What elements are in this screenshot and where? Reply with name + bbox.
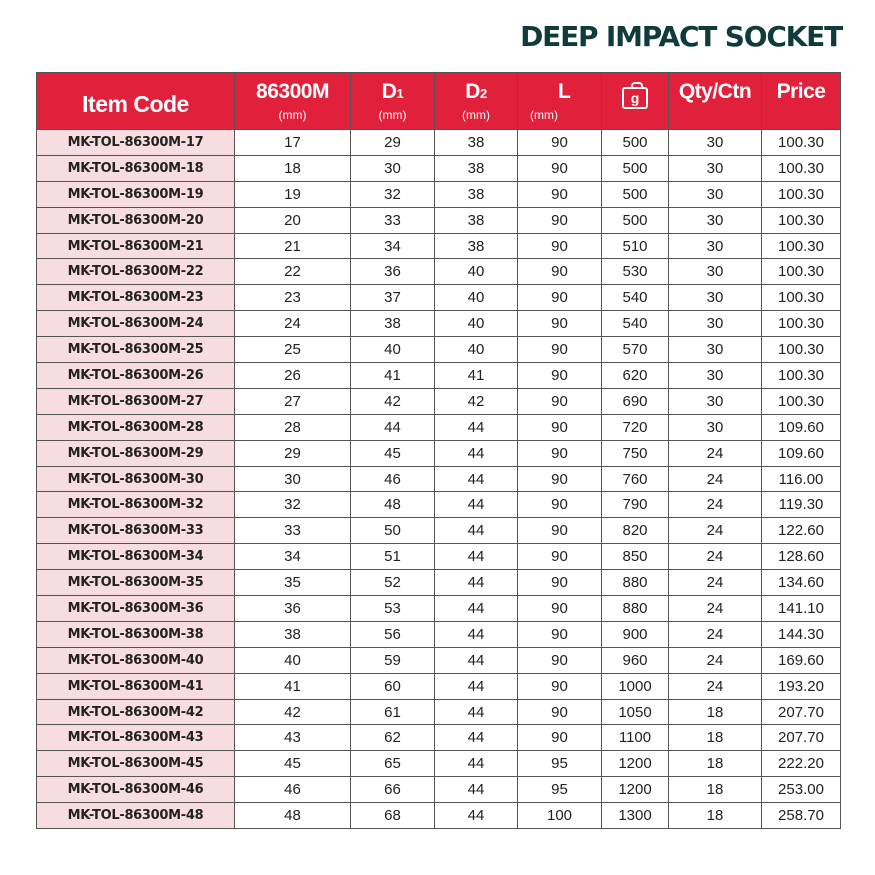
d1-cell: 36 xyxy=(351,259,435,285)
length-cell: 95 xyxy=(518,777,602,803)
size-cell: 41 xyxy=(235,673,351,699)
d1-cell: 68 xyxy=(351,803,435,829)
qty-cell: 24 xyxy=(669,647,762,673)
size-cell: 18 xyxy=(235,155,351,181)
code-cell: MK-TOL-86300M-35 xyxy=(37,570,235,596)
table-row xyxy=(37,803,841,829)
price-cell: 100.30 xyxy=(762,259,841,285)
weight-cell: 880 xyxy=(602,596,669,622)
table-row xyxy=(37,492,841,518)
header-d2: D2 (mm) xyxy=(435,73,518,130)
d2-cell: 44 xyxy=(435,466,518,492)
qty-cell: 30 xyxy=(669,207,762,233)
length-cell: 90 xyxy=(518,207,602,233)
code-cell: MK-TOL-86300M-26 xyxy=(37,363,235,389)
length-cell: 90 xyxy=(518,492,602,518)
length-cell: 90 xyxy=(518,259,602,285)
code-cell: MK-TOL-86300M-18 xyxy=(37,155,235,181)
weight-cell: 510 xyxy=(602,233,669,259)
code-cell: MK-TOL-86300M-29 xyxy=(37,440,235,466)
weight-cell: 1050 xyxy=(602,699,669,725)
size-cell: 48 xyxy=(235,803,351,829)
size-cell: 34 xyxy=(235,544,351,570)
qty-cell: 30 xyxy=(669,337,762,363)
table-row xyxy=(37,311,841,337)
table-row xyxy=(37,414,841,440)
code-cell: MK-TOL-86300M-45 xyxy=(37,751,235,777)
table-row xyxy=(37,518,841,544)
price-cell: 100.30 xyxy=(762,181,841,207)
d1-cell: 42 xyxy=(351,388,435,414)
weight-cell: 790 xyxy=(602,492,669,518)
code-cell: MK-TOL-86300M-48 xyxy=(37,803,235,829)
d1-cell: 30 xyxy=(351,155,435,181)
size-cell: 30 xyxy=(235,466,351,492)
table-row xyxy=(37,570,841,596)
weight-cell: 760 xyxy=(602,466,669,492)
weight-cell: 500 xyxy=(602,207,669,233)
length-cell: 90 xyxy=(518,233,602,259)
price-cell: 100.30 xyxy=(762,337,841,363)
d2-cell: 44 xyxy=(435,596,518,622)
size-cell: 36 xyxy=(235,596,351,622)
price-cell: 141.10 xyxy=(762,596,841,622)
table-header-row xyxy=(37,73,841,130)
header-d1: D1 (mm) xyxy=(351,73,435,130)
weight-cell: 690 xyxy=(602,388,669,414)
length-cell: 90 xyxy=(518,130,602,156)
weight-cell: 540 xyxy=(602,285,669,311)
length-cell: 90 xyxy=(518,155,602,181)
d1-cell: 61 xyxy=(351,699,435,725)
header-length: L (mm) xyxy=(518,73,602,130)
size-cell: 27 xyxy=(235,388,351,414)
price-cell: 258.70 xyxy=(762,803,841,829)
qty-cell: 18 xyxy=(669,751,762,777)
price-cell: 100.30 xyxy=(762,207,841,233)
d1-cell: 59 xyxy=(351,647,435,673)
length-cell: 90 xyxy=(518,440,602,466)
price-cell: 207.70 xyxy=(762,725,841,751)
table-row xyxy=(37,388,841,414)
table-row xyxy=(37,544,841,570)
price-cell: 222.20 xyxy=(762,751,841,777)
price-cell: 100.30 xyxy=(762,363,841,389)
length-cell: 90 xyxy=(518,544,602,570)
size-cell: 38 xyxy=(235,621,351,647)
weight-cell: 960 xyxy=(602,647,669,673)
length-cell: 90 xyxy=(518,181,602,207)
length-cell: 90 xyxy=(518,596,602,622)
d2-cell: 44 xyxy=(435,414,518,440)
qty-cell: 30 xyxy=(669,363,762,389)
code-cell: MK-TOL-86300M-33 xyxy=(37,518,235,544)
table-body xyxy=(37,130,841,829)
d1-cell: 40 xyxy=(351,337,435,363)
weight-cell: 500 xyxy=(602,130,669,156)
page-title: DEEP IMPACT SOCKET xyxy=(520,20,842,53)
d1-cell: 33 xyxy=(351,207,435,233)
price-cell: 119.30 xyxy=(762,492,841,518)
qty-cell: 24 xyxy=(669,440,762,466)
header-weight xyxy=(602,73,669,130)
size-cell: 22 xyxy=(235,259,351,285)
length-cell: 90 xyxy=(518,725,602,751)
d1-cell: 56 xyxy=(351,621,435,647)
code-cell: MK-TOL-86300M-46 xyxy=(37,777,235,803)
d2-cell: 38 xyxy=(435,207,518,233)
code-cell: MK-TOL-86300M-25 xyxy=(37,337,235,363)
d2-cell: 40 xyxy=(435,311,518,337)
qty-cell: 30 xyxy=(669,155,762,181)
price-cell: 207.70 xyxy=(762,699,841,725)
size-cell: 26 xyxy=(235,363,351,389)
table-row xyxy=(37,130,841,156)
qty-cell: 24 xyxy=(669,518,762,544)
d2-cell: 44 xyxy=(435,699,518,725)
header-price: Price xyxy=(762,73,841,130)
code-cell: MK-TOL-86300M-21 xyxy=(37,233,235,259)
d1-cell: 51 xyxy=(351,544,435,570)
d1-cell: 29 xyxy=(351,130,435,156)
weight-cell: 880 xyxy=(602,570,669,596)
weight-cell: 1200 xyxy=(602,751,669,777)
size-cell: 21 xyxy=(235,233,351,259)
qty-cell: 30 xyxy=(669,259,762,285)
length-cell: 90 xyxy=(518,311,602,337)
d2-cell: 44 xyxy=(435,751,518,777)
code-cell: MK-TOL-86300M-41 xyxy=(37,673,235,699)
code-cell: MK-TOL-86300M-43 xyxy=(37,725,235,751)
d2-cell: 40 xyxy=(435,337,518,363)
table-row xyxy=(37,699,841,725)
price-cell: 109.60 xyxy=(762,440,841,466)
qty-cell: 24 xyxy=(669,492,762,518)
size-cell: 42 xyxy=(235,699,351,725)
d1-cell: 62 xyxy=(351,725,435,751)
price-cell: 169.60 xyxy=(762,647,841,673)
length-cell: 100 xyxy=(518,803,602,829)
qty-cell: 18 xyxy=(669,725,762,751)
table-row xyxy=(37,751,841,777)
size-cell: 46 xyxy=(235,777,351,803)
code-cell: MK-TOL-86300M-36 xyxy=(37,596,235,622)
d1-cell: 46 xyxy=(351,466,435,492)
d1-cell: 48 xyxy=(351,492,435,518)
weight-cell: 720 xyxy=(602,414,669,440)
qty-cell: 24 xyxy=(669,466,762,492)
d2-cell: 38 xyxy=(435,130,518,156)
price-cell: 100.30 xyxy=(762,130,841,156)
d2-cell: 44 xyxy=(435,492,518,518)
weight-cell: 1000 xyxy=(602,673,669,699)
code-cell: MK-TOL-86300M-23 xyxy=(37,285,235,311)
weight-cell: 900 xyxy=(602,621,669,647)
length-cell: 90 xyxy=(518,388,602,414)
header-item-code: Item Code xyxy=(37,73,235,130)
qty-cell: 24 xyxy=(669,596,762,622)
size-cell: 24 xyxy=(235,311,351,337)
qty-cell: 18 xyxy=(669,699,762,725)
qty-cell: 18 xyxy=(669,777,762,803)
d1-cell: 53 xyxy=(351,596,435,622)
weight-cell: 540 xyxy=(602,311,669,337)
d1-cell: 66 xyxy=(351,777,435,803)
price-cell: 253.00 xyxy=(762,777,841,803)
spec-table xyxy=(36,72,841,829)
d1-cell: 37 xyxy=(351,285,435,311)
code-cell: MK-TOL-86300M-38 xyxy=(37,621,235,647)
size-cell: 45 xyxy=(235,751,351,777)
qty-cell: 30 xyxy=(669,285,762,311)
size-cell: 23 xyxy=(235,285,351,311)
table-row xyxy=(37,259,841,285)
weight-cell: 620 xyxy=(602,363,669,389)
price-cell: 122.60 xyxy=(762,518,841,544)
code-cell: MK-TOL-86300M-40 xyxy=(37,647,235,673)
weight-cell: 1300 xyxy=(602,803,669,829)
size-cell: 29 xyxy=(235,440,351,466)
code-cell: MK-TOL-86300M-34 xyxy=(37,544,235,570)
price-cell: 128.60 xyxy=(762,544,841,570)
length-cell: 90 xyxy=(518,621,602,647)
d1-cell: 34 xyxy=(351,233,435,259)
size-cell: 32 xyxy=(235,492,351,518)
size-cell: 35 xyxy=(235,570,351,596)
length-cell: 90 xyxy=(518,518,602,544)
length-cell: 95 xyxy=(518,751,602,777)
weight-cell: 500 xyxy=(602,181,669,207)
d2-cell: 44 xyxy=(435,440,518,466)
size-cell: 20 xyxy=(235,207,351,233)
table-row xyxy=(37,181,841,207)
code-cell: MK-TOL-86300M-17 xyxy=(37,130,235,156)
table-row xyxy=(37,233,841,259)
size-cell: 40 xyxy=(235,647,351,673)
d1-cell: 50 xyxy=(351,518,435,544)
table-row xyxy=(37,155,841,181)
code-cell: MK-TOL-86300M-22 xyxy=(37,259,235,285)
price-cell: 100.30 xyxy=(762,311,841,337)
size-cell: 33 xyxy=(235,518,351,544)
d2-cell: 38 xyxy=(435,181,518,207)
code-cell: MK-TOL-86300M-24 xyxy=(37,311,235,337)
d1-cell: 44 xyxy=(351,414,435,440)
table-row xyxy=(37,337,841,363)
weight-cell: 570 xyxy=(602,337,669,363)
qty-cell: 30 xyxy=(669,181,762,207)
d1-cell: 38 xyxy=(351,311,435,337)
code-cell: MK-TOL-86300M-19 xyxy=(37,181,235,207)
d2-cell: 44 xyxy=(435,647,518,673)
d2-cell: 38 xyxy=(435,233,518,259)
length-cell: 90 xyxy=(518,414,602,440)
d2-cell: 44 xyxy=(435,777,518,803)
price-cell: 193.20 xyxy=(762,673,841,699)
price-cell: 144.30 xyxy=(762,621,841,647)
d1-cell: 41 xyxy=(351,363,435,389)
weight-cell: 850 xyxy=(602,544,669,570)
d2-cell: 44 xyxy=(435,621,518,647)
size-cell: 43 xyxy=(235,725,351,751)
table-row xyxy=(37,363,841,389)
qty-cell: 30 xyxy=(669,233,762,259)
table-row xyxy=(37,647,841,673)
code-cell: MK-TOL-86300M-42 xyxy=(37,699,235,725)
qty-cell: 24 xyxy=(669,544,762,570)
d1-cell: 52 xyxy=(351,570,435,596)
length-cell: 90 xyxy=(518,647,602,673)
d1-cell: 45 xyxy=(351,440,435,466)
weight-cell: 750 xyxy=(602,440,669,466)
table-row xyxy=(37,725,841,751)
qty-cell: 30 xyxy=(669,311,762,337)
header-qty: Qty/Ctn xyxy=(669,73,762,130)
code-cell: MK-TOL-86300M-28 xyxy=(37,414,235,440)
size-cell: 19 xyxy=(235,181,351,207)
weight-cell: 500 xyxy=(602,155,669,181)
d2-cell: 44 xyxy=(435,803,518,829)
d2-cell: 44 xyxy=(435,673,518,699)
d1-cell: 60 xyxy=(351,673,435,699)
qty-cell: 24 xyxy=(669,621,762,647)
table-row xyxy=(37,285,841,311)
code-cell: MK-TOL-86300M-27 xyxy=(37,388,235,414)
price-cell: 100.30 xyxy=(762,155,841,181)
weight-cell: 1200 xyxy=(602,777,669,803)
weight-cell: 820 xyxy=(602,518,669,544)
d2-cell: 44 xyxy=(435,544,518,570)
d1-cell: 32 xyxy=(351,181,435,207)
table-row xyxy=(37,621,841,647)
table-row xyxy=(37,596,841,622)
length-cell: 90 xyxy=(518,466,602,492)
table-row xyxy=(37,466,841,492)
table-row xyxy=(37,673,841,699)
price-cell: 134.60 xyxy=(762,570,841,596)
header-size: 86300M (mm) xyxy=(235,73,351,130)
weight-cell: 1100 xyxy=(602,725,669,751)
d2-cell: 44 xyxy=(435,570,518,596)
qty-cell: 24 xyxy=(669,570,762,596)
d2-cell: 44 xyxy=(435,725,518,751)
code-cell: MK-TOL-86300M-32 xyxy=(37,492,235,518)
weight-cell: 530 xyxy=(602,259,669,285)
length-cell: 90 xyxy=(518,699,602,725)
d2-cell: 42 xyxy=(435,388,518,414)
length-cell: 90 xyxy=(518,363,602,389)
qty-cell: 18 xyxy=(669,803,762,829)
length-cell: 90 xyxy=(518,285,602,311)
d2-cell: 38 xyxy=(435,155,518,181)
weight-icon: g xyxy=(622,87,648,109)
qty-cell: 30 xyxy=(669,388,762,414)
code-cell: MK-TOL-86300M-30 xyxy=(37,466,235,492)
code-cell: MK-TOL-86300M-20 xyxy=(37,207,235,233)
size-cell: 28 xyxy=(235,414,351,440)
price-cell: 100.30 xyxy=(762,285,841,311)
size-cell: 17 xyxy=(235,130,351,156)
price-cell: 109.60 xyxy=(762,414,841,440)
table-row xyxy=(37,777,841,803)
d1-cell: 65 xyxy=(351,751,435,777)
price-cell: 116.00 xyxy=(762,466,841,492)
d2-cell: 41 xyxy=(435,363,518,389)
table-row xyxy=(37,440,841,466)
length-cell: 90 xyxy=(518,337,602,363)
qty-cell: 30 xyxy=(669,130,762,156)
qty-cell: 30 xyxy=(669,414,762,440)
qty-cell: 24 xyxy=(669,673,762,699)
table-row xyxy=(37,207,841,233)
price-cell: 100.30 xyxy=(762,233,841,259)
d2-cell: 40 xyxy=(435,259,518,285)
d2-cell: 44 xyxy=(435,518,518,544)
length-cell: 90 xyxy=(518,570,602,596)
d2-cell: 40 xyxy=(435,285,518,311)
size-cell: 25 xyxy=(235,337,351,363)
length-cell: 90 xyxy=(518,673,602,699)
price-cell: 100.30 xyxy=(762,388,841,414)
